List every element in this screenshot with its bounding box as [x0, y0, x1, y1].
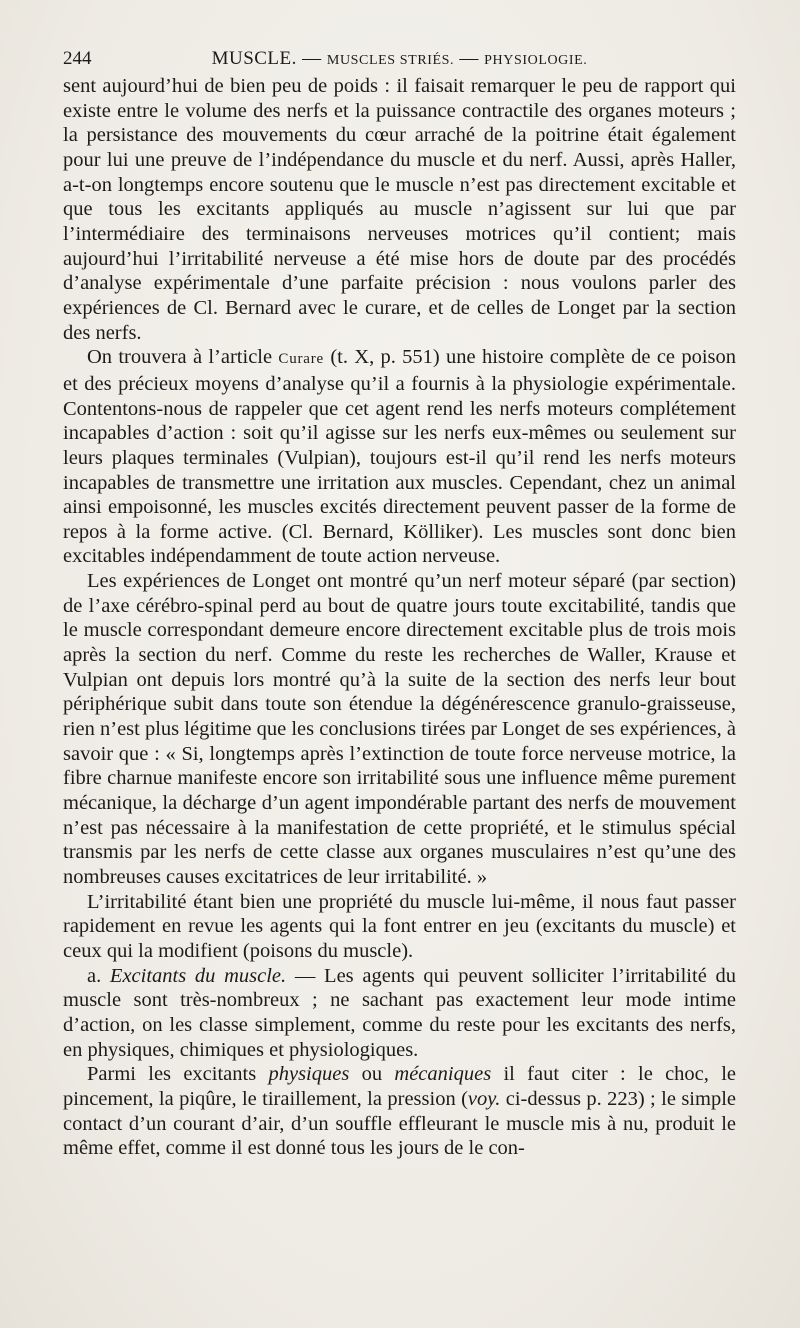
page-number: 244: [63, 48, 92, 69]
paragraph-longet: Les expériences de Longet ont montré qu’un nerf moteur séparé (par section) de l’axe cérébro-spinal perd au bout de quatre jours toute excitabilité, tandis que le muscle correspondant demeure encore directement excitable plus de trois mois après la section du nerf. Comme du reste les recherches de Waller, Krause et Vulpian ont depuis lors montré qu’à la suite de la section des nerfs leur bout périphérique subit dans toute son étendue la dégénérescence granulo-graisseuse, rien n’est plus légitime que les conclusions tirées par Longet de ses expériences, à savoir que : « Si, longtemps après l’extinction de toute force nerveuse motrice, la fibre charnue manifeste encore son irritabilité sous une influence même purement mécanique, la décharge d’un agent impondérable partant des nerfs de mouvement n’est pas nécessaire à la manifestation de cette propriété, et le stimulus spécial transmis par les nerfs de cette classe aux organes musculaires n’est qu’une des nombreuses causes excitatrices de leur irritabilité. »: [63, 570, 736, 888]
text-run: (t. X, p. 551) une histoire complète de ce poison et des précieux moyens d’analyse qu’il a fournis à la physiologie expérimentale. Contentons-nous de rappeler que cet agent rend les nerfs moteurs complétement incapables d’action : soit qu’il agisse sur les nerfs eux-mêmes ou seulement sur leurs plaques terminales (Vulpian), toujours est-il qu’il rend les nerfs moteurs incapables de transmettre une irritation aux muscles. Cependant, chez un animal ainsi empoisonné, les muscles excités directement peuvent passer de la forme de repos à la forme active. (Cl. Bernard, Kölliker). Les muscles sont donc bien excitables indépendamment de toute action nerveuse.: [63, 346, 736, 568]
header-title-section: MUSCLES STRIÉS.: [326, 53, 455, 68]
header-separator: —: [454, 48, 485, 69]
italic-term: voy.: [467, 1087, 501, 1110]
header-separator: —: [296, 48, 327, 69]
text-run: — Les agents qui peuvent solliciter l’irritabilité du muscle sont très-nombreux ; ne sachant pas exactement leur mode intime d’action, on les classe simplement, comme du reste pour les excitants des nerfs, en physiques, chimiques et physiologiques.: [63, 964, 736, 1061]
section-label: a.: [87, 964, 110, 987]
body-text: [63, 74, 736, 1161]
italic-term: physiques: [268, 1063, 350, 1086]
running-head-title: [63, 44, 736, 76]
text-run: Parmi les excitants: [87, 1063, 269, 1086]
section-title: Excitants du muscle.: [109, 964, 287, 987]
paragraph-continuation: sent aujourd’hui de bien peu de poids : il faisait remarquer le peu de rapport qui existe entre le volume des nerfs et la puissance contractile des organes moteurs ; la persistance des mouvements du cœur arraché de la poitrine était également pour lui une preuve de l’indépendance du muscle et du nerf. Aussi, après Haller, a-t-on longtemps encore soutenu que le muscle n’est pas directement excitable et que tous les excitants appliqués au muscle n’agissent sur lui que par l’intermédiaire des terminaisons nerveuses motrices qu’il contient; mais aujourd’hui l’irritabilité nerveuse a été mise hors de doute par des procédés d’analyse expérimentale d’une parfaite précision : nous voulons parler des expériences de Cl. Bernard avec le curare, et de celles de Longet par la section des nerfs.: [63, 75, 736, 344]
text-run: il faut citer : le choc, le pincement, la piqûre, le tiraillement, la pression (: [63, 1063, 736, 1110]
paragraph-curare: [63, 345, 736, 569]
text-run: On trouvera à l’article: [87, 346, 279, 369]
paragraph-irritability: L’irritabilité étant bien une propriété du muscle lui-même, il nous faut passer rapidement en revue les agents qui la font entrer en jeu (excitants du muscle) et ceux qui la modifient (poisons du muscle).: [63, 890, 736, 962]
header-title-sub: PHYSIOLOGIE.: [484, 53, 588, 68]
paragraph-excitants: [63, 964, 736, 1063]
article-reference: Curare: [278, 351, 325, 368]
italic-term: mécaniques: [394, 1063, 492, 1086]
text-run: ou: [349, 1063, 395, 1086]
running-header: [63, 44, 736, 74]
paragraph-physical-excitants: [63, 1062, 736, 1161]
header-title-main: MUSCLE.: [211, 48, 297, 69]
text-run: ci-dessus p. 223) ; le simple contact d’un courant d’air, d’un souffle effleurant le muscle mis à nu, produit le même effet, comme il est donné tous les jours de le con-: [63, 1087, 736, 1160]
